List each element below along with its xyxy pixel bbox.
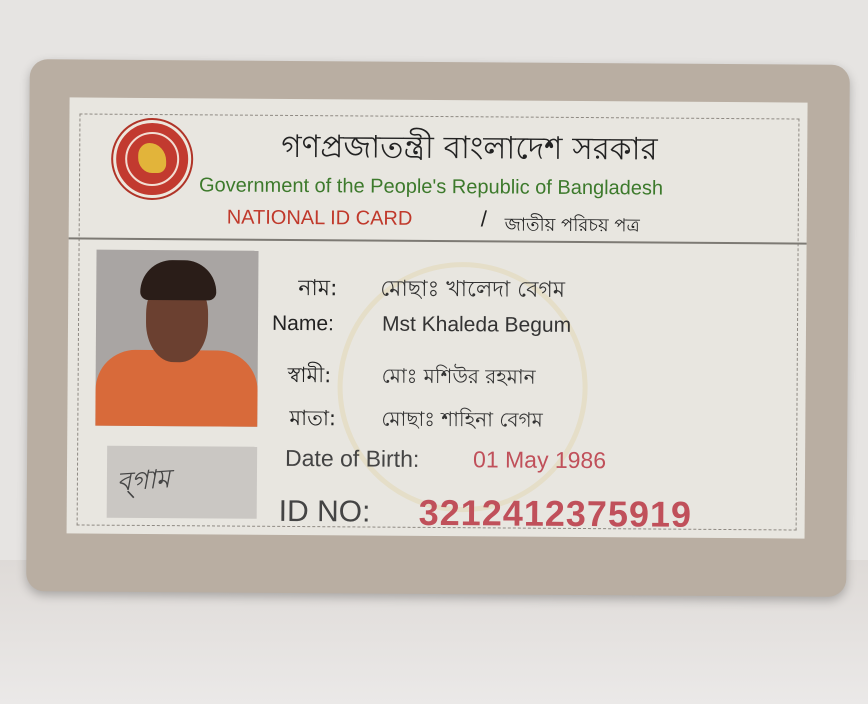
name-bn-label: নাম: xyxy=(298,276,338,302)
name-en-value: Mst Khaleda Begum xyxy=(381,312,572,337)
id-no-value: 3212412375919 xyxy=(418,491,693,535)
husband-value: মোঃ মশিউর রহমান xyxy=(381,363,536,389)
bangladesh-govt-seal-icon xyxy=(113,120,192,199)
dob-label: Date of Birth: xyxy=(284,444,420,472)
card-type-english: NATIONAL ID CARD xyxy=(226,206,413,230)
dob-value: 01 May 1986 xyxy=(472,446,607,474)
national-id-card xyxy=(26,59,850,597)
mother-value: মোছাঃ শাহিনা বেগম xyxy=(381,406,543,432)
signature-scribble: ব্গাম xyxy=(115,464,172,498)
husband-label: স্বামী: xyxy=(287,362,332,388)
card-type-bangla: জাতীয় পরিচয় পত্র xyxy=(504,214,640,237)
name-en-label: Name: xyxy=(271,311,334,336)
card-header xyxy=(69,97,808,244)
name-bn-value: মোছাঃ খালেদা বেগম xyxy=(380,276,566,303)
card-inner-panel xyxy=(67,97,808,538)
holder-photo xyxy=(95,250,258,427)
photo-hair xyxy=(140,260,216,301)
title-bangla: গণপ্রজাতন্ত্রী বাংলাদেশ সরকার xyxy=(281,128,658,168)
card-type-separator: / xyxy=(480,206,487,232)
id-no-label: ID NO: xyxy=(278,494,371,529)
mother-label: মাতা: xyxy=(289,405,337,431)
title-english: Government of the People's Republic of Bangladesh xyxy=(198,174,664,200)
holder-signature xyxy=(107,446,257,519)
